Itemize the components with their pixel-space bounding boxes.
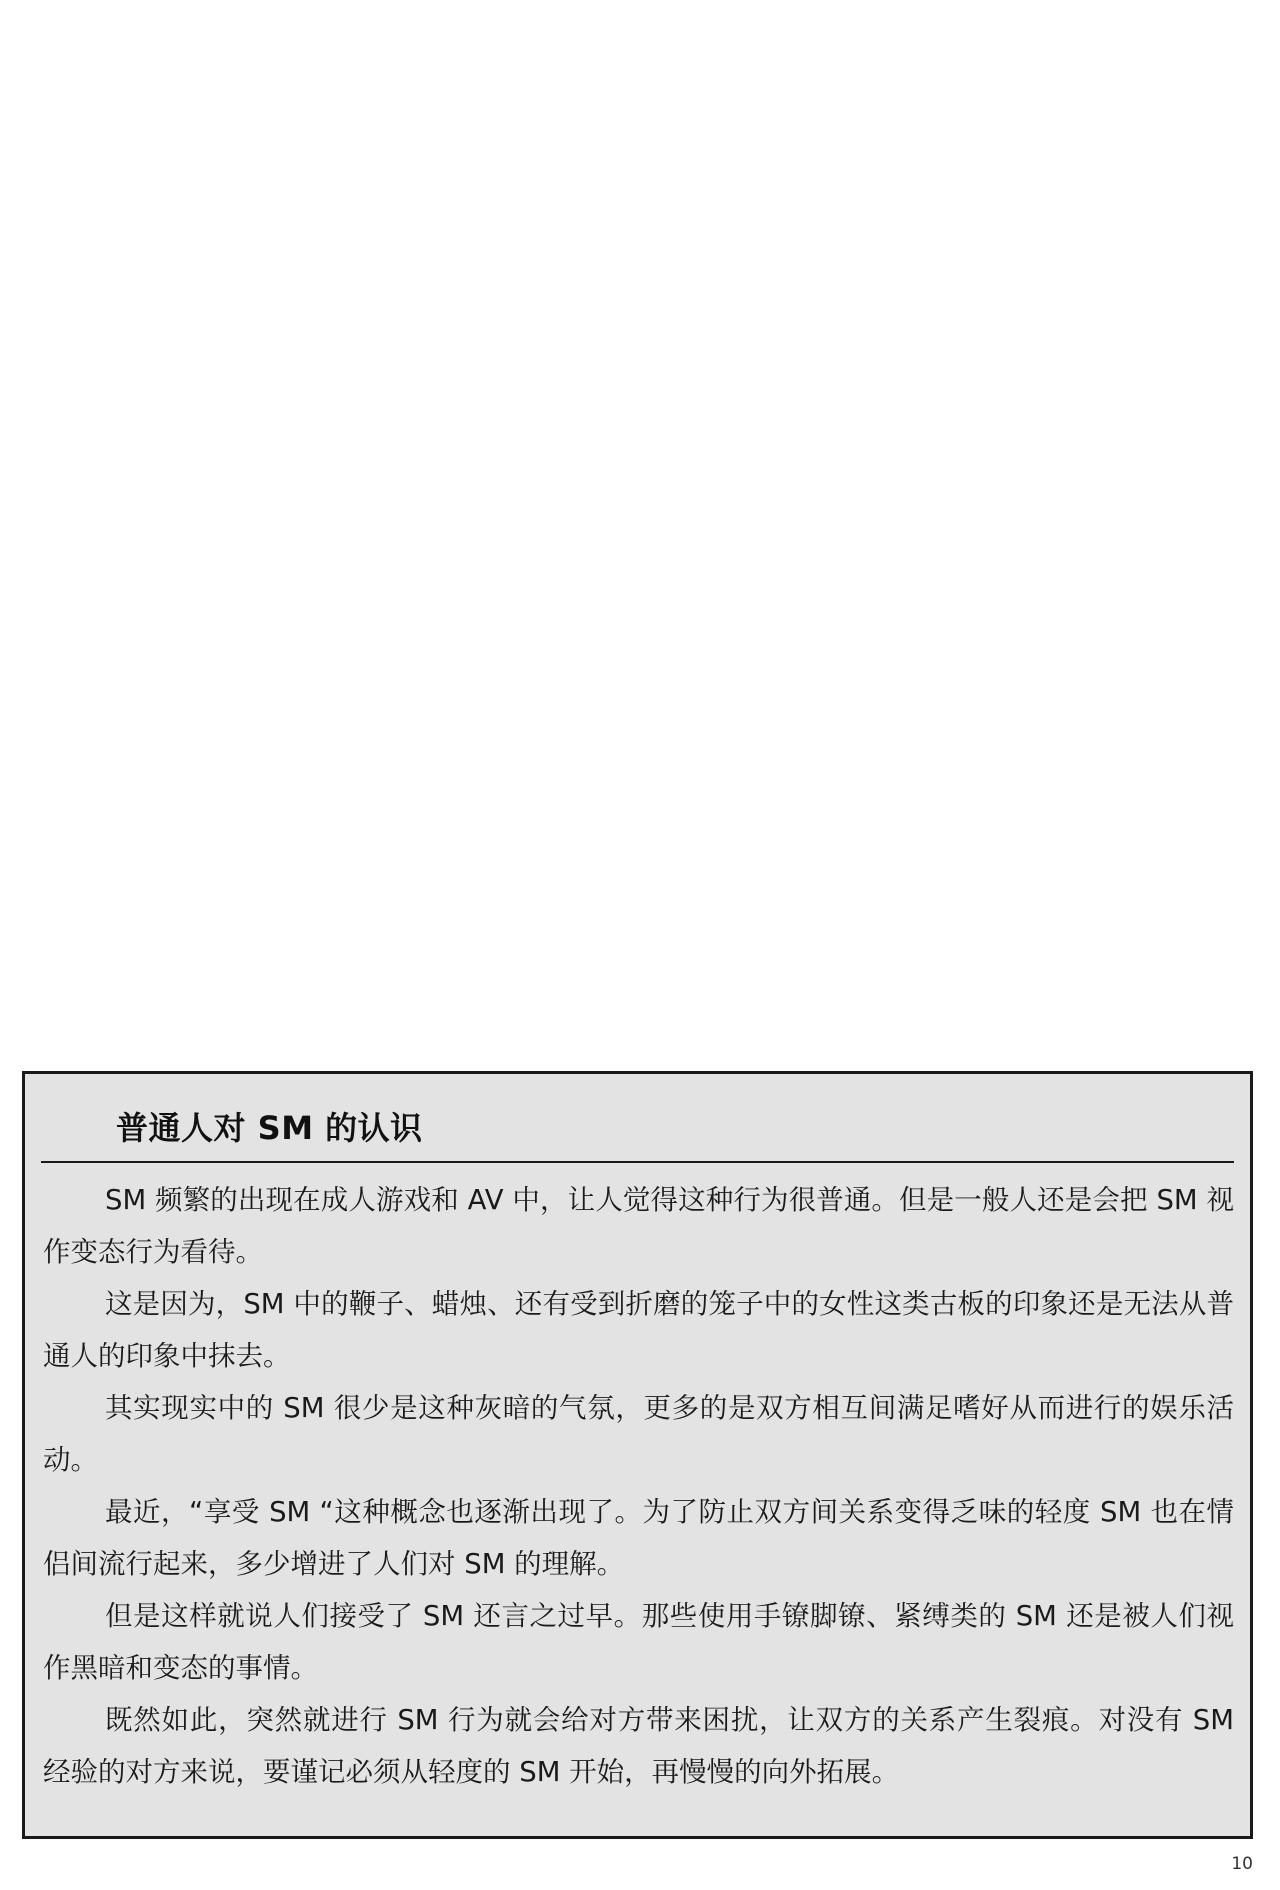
sidebar-box <box>22 1071 1253 1839</box>
paragraph: 最近，“享受 SM “这种概念也逐渐出现了。为了防止双方间关系变得乏味的轻度 SM 也在情侣间流行起来，多少增进了人们对 SM 的理解。 <box>43 1496 1234 1580</box>
paragraph: 其实现实中的 SM 很少是这种灰暗的气氛，更多的是双方相互间满足嗜好从而进行的娱乐活动。 <box>43 1392 1234 1476</box>
paragraph: 既然如此，突然就进行 SM 行为就会给对方带来困扰，让双方的关系产生裂痕。对没有 SM 经验的对方来说，要谨记必须从轻度的 SM 开始，再慢慢的向外拓展。 <box>43 1704 1234 1788</box>
page-number: 10 <box>1231 1854 1253 1874</box>
paragraph: 但是这样就说人们接受了 SM 还言之过早。那些使用手镣脚镣、紧缚类的 SM 还是被人们视作黑暗和变态的事情。 <box>43 1600 1234 1684</box>
paragraph: SM 频繁的出现在成人游戏和 AV 中，让人觉得这种行为很普通。但是一般人还是会把 SM 视作变态行为看待。 <box>43 1184 1234 1268</box>
section-title: 普通人对 SM 的认识 <box>116 1109 423 1147</box>
section-body <box>43 1174 1234 1798</box>
title-divider <box>41 1161 1234 1163</box>
paragraph: 这是因为，SM 中的鞭子、蜡烛、还有受到折磨的笼子中的女性这类古板的印象还是无法从普通人的印象中抹去。 <box>43 1288 1234 1372</box>
